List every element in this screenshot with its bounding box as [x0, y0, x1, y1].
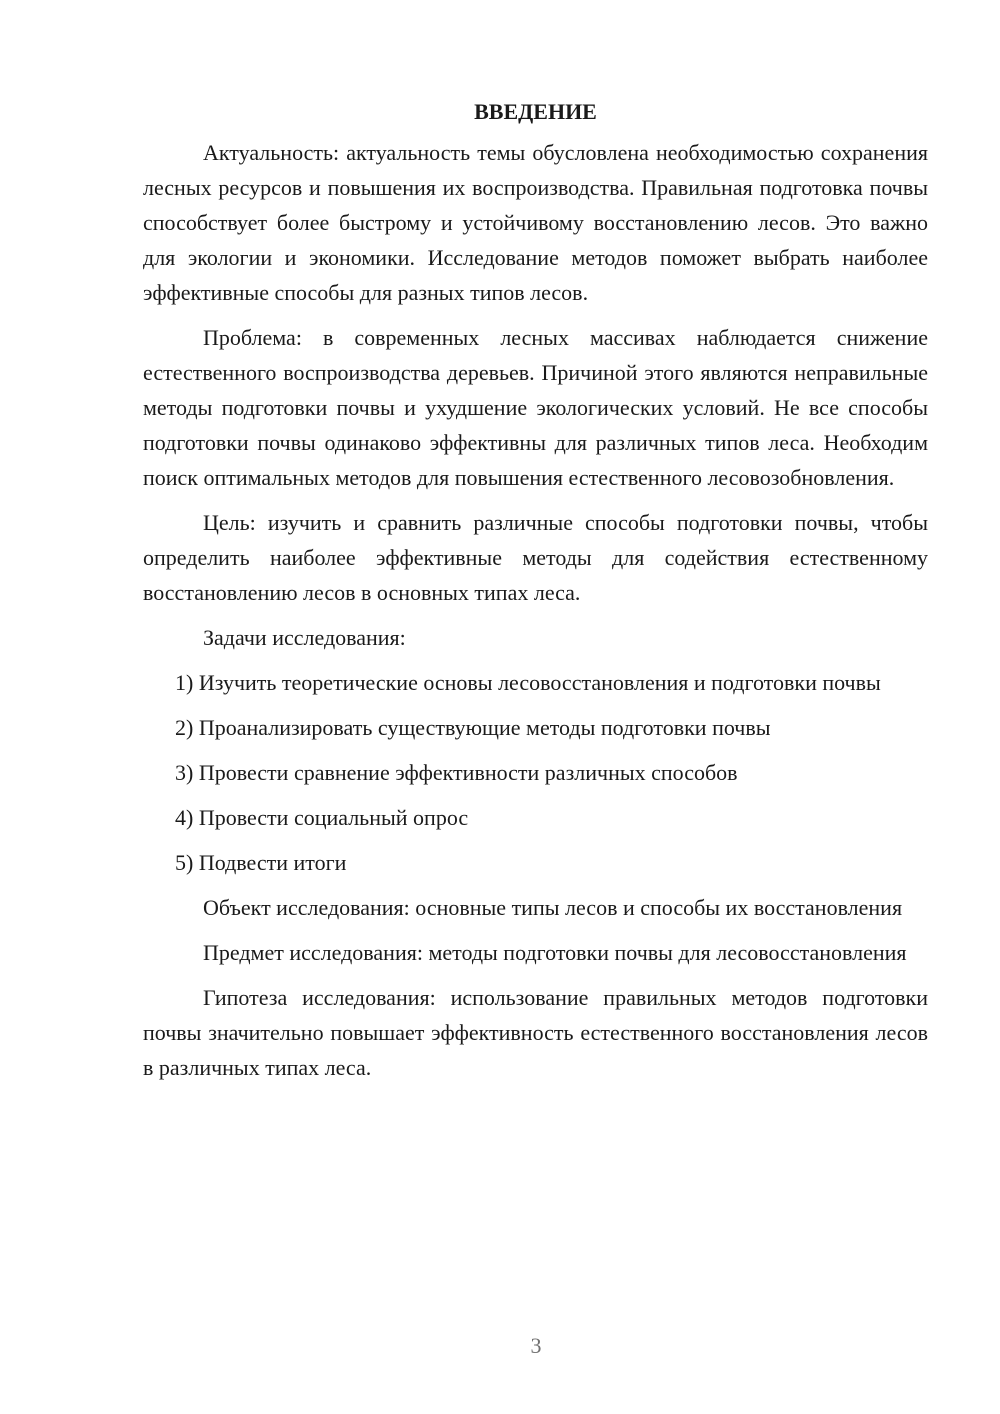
tasks-list	[143, 665, 928, 880]
problem-paragraph: Проблема: в современных лесных массивах наблюдается снижение естественного воспроизводства деревьев. Причиной этого являются неправильные методы подготовки почвы и ухудшение экологических условий. Не все способы подготовки почвы одинаково эффективны для различных типов леса. Необходим поиск оптимальных методов для повышения естественного лесовозобновления.	[143, 325, 928, 490]
object-paragraph: Объект исследования: основные типы лесов и способы их восстановления	[203, 895, 903, 920]
tasks-heading: Задачи исследования:	[203, 625, 406, 650]
section-title: ВВЕДЕНИЕ	[474, 99, 597, 124]
page-content	[143, 94, 928, 1095]
list-item: 3) Провести сравнение эффективности различных способов	[175, 760, 738, 785]
hypothesis-paragraph: Гипотеза исследования: использование правильных методов подготовки почвы значительно повышает эффективность естественного восстановления лесов в различных типах леса.	[143, 985, 928, 1080]
page-number: 3	[530, 1333, 542, 1358]
relevance-paragraph: Актуальность: актуальность темы обусловлена необходимостью сохранения лесных ресурсов и повышения их воспроизводства. Правильная подготовка почвы способствует более быстрому и устойчивому восстановлению лесов. Это важно для экологии и экономики. Исследование методов поможет выбрать наиболее эффективные способы для разных типов лесов.	[143, 140, 928, 305]
subject-paragraph: Предмет исследования: методы подготовки почвы для лесовосстановления	[203, 940, 907, 965]
list-item: 2) Проанализировать существующие методы подготовки почвы	[175, 715, 771, 740]
list-item: 5) Подвести итоги	[175, 850, 347, 875]
list-item: 4) Провести социальный опрос	[175, 805, 469, 830]
goal-paragraph: Цель: изучить и сравнить различные способы подготовки почвы, чтобы определить наиболее эффективные методы для содействия естественному восстановлению лесов в основных типах леса.	[143, 510, 928, 605]
list-item: 1) Изучить теоретические основы лесовосстановления и подготовки почвы	[175, 670, 881, 695]
